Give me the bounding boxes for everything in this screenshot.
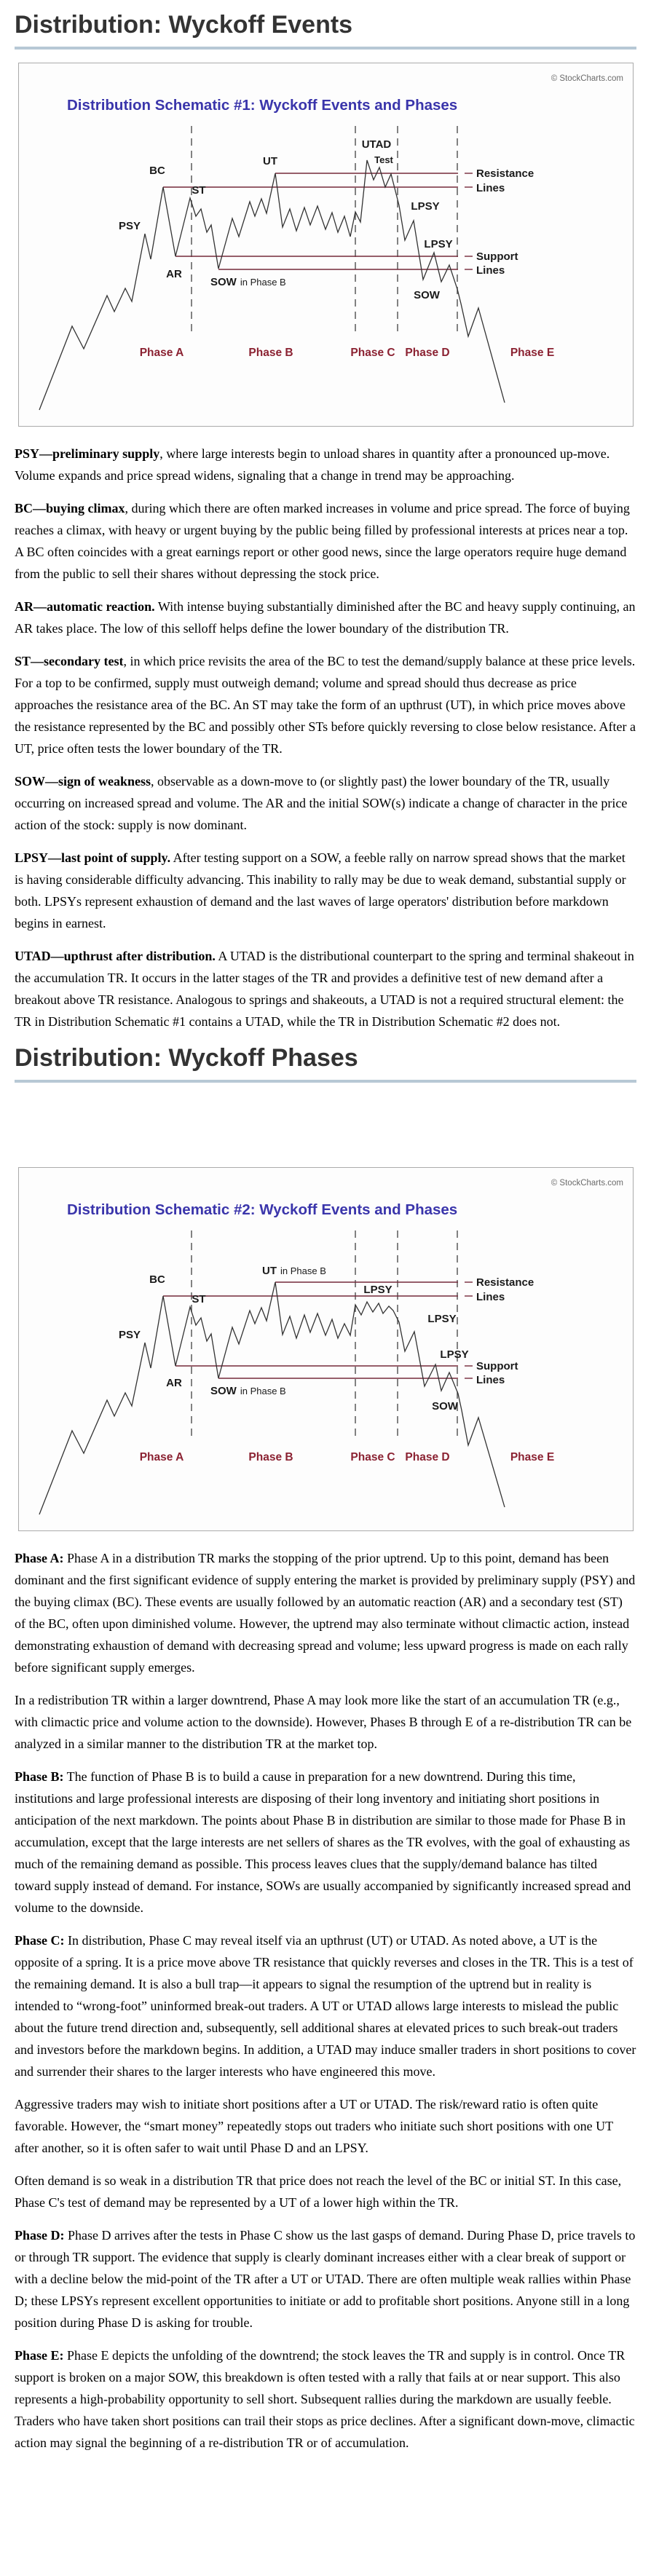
- phases-text-block: [0, 1547, 651, 2454]
- label-sow-in-phase-b: SOW in Phase B: [210, 276, 286, 288]
- label-support: Support: [476, 1360, 518, 1372]
- page-title-phases: Distribution: Wyckoff Phases: [15, 1043, 636, 1083]
- paragraph-phase-b: Phase B: The function of Phase B is to build a cause in preparation for a new downtrend. During this time, institutions and large professional interests are disposing of their long inventory and initiating short positions in anticipation of the next markdown. The points about Phase B in distribution are similar to those made for Phase B in accumulation, except that the large interests are net sellers of shares as the TR evolves, with the goal of exhausting as much of the remaining demand as possible. This process leaves clues that the supply/demand balance has tilted toward supply instead of demand. For instance, SOWs are usually accompanied by significantly increased spread and volume to the downside.: [15, 1769, 631, 1915]
- events-text-block: [0, 443, 651, 1032]
- label-sow: SOW: [432, 1400, 458, 1413]
- label-lpsy-1: LPSY: [363, 1284, 392, 1296]
- schematic-figure-2: [18, 1167, 634, 1531]
- label-phase-c: Phase C: [350, 347, 395, 359]
- label-resistance-lines: Lines: [476, 182, 505, 194]
- label-ar: AR: [166, 1377, 182, 1389]
- label-utad: UTAD: [361, 138, 392, 151]
- label-resistance-lines: Lines: [476, 1291, 505, 1303]
- label-st: ST: [192, 1293, 206, 1305]
- label-bc: BC: [149, 165, 165, 177]
- label-phase-e: Phase E: [510, 347, 555, 359]
- label-ut-in-phase-b: UT in Phase B: [262, 1265, 326, 1277]
- label-phase-c: Phase C: [350, 1451, 395, 1463]
- paragraph-phase-c: Phase C: In distribution, Phase C may reveal itself via an upthrust (UT) or UTAD. As noted above, a UT is the opposite of a spring. It is a price move above TR resistance that quickly reverses and closes in the TR. This is a test of the remaining demand. It is also a bull trap—it appears to signal the resumption of the uptrend but in reality is intended to “wrong-foot” uninformed break-out traders. A UT or UTAD allows large interests to mislead the public about the future trend direction and, subsequently, sell additional shares at elevated prices to such break-out traders and investors before the markdown begins. In addition, a UTAD may induce smaller traders in short positions to cover and surrender their shares to the larger interests who have engineered this move.: [15, 1933, 636, 2079]
- label-phase-e: Phase E: [510, 1451, 555, 1463]
- label-sow-in-phase-b: SOW in Phase B: [210, 1385, 286, 1397]
- label-lpsy-2: LPSY: [427, 1313, 457, 1325]
- label-phase-a: Phase A: [139, 347, 184, 359]
- label-support-lines: Lines: [476, 264, 505, 277]
- label-ut: UT: [263, 155, 277, 167]
- label-phase-a: Phase A: [139, 1451, 184, 1463]
- label-phase-b: Phase B: [248, 1451, 293, 1463]
- label-bc: BC: [149, 1273, 165, 1286]
- label-resistance: Resistance: [476, 1276, 534, 1289]
- paragraph-phase-a: Phase A: Phase A in a distribution TR marks the stopping of the prior uptrend. Up to this point, demand has been dominant and the first significant evidence of supply entering the market is provided by preliminary supply (PSY) and the buying climax (BC). These events are usually followed by an automatic reaction (AR) and a secondary test (ST) of the BC, often upon diminished volume. However, the uptrend may also terminate without climactic action, instead demonstrating exhaustion of demand with decreasing spread and volume; less upward progress is made on each rally before significant supply emerges.: [15, 1551, 636, 1675]
- label-resistance: Resistance: [476, 167, 534, 180]
- label-phase-b: Phase B: [248, 347, 293, 359]
- paragraph-phase-d: Phase D: Phase D arrives after the tests in Phase C show us the last gasps of demand. During Phase D, price travels to or through TR support. The evidence that supply is clearly dominant increases either with a clear break of support or with a decline below the mid-point of the TR after a UT or UTAD. There are often multiple weak rallies within Phase D; these LPSYs represent excellent opportunities to initiate or add to profitable short positions. Anyone still in a long position during Phase D is asking for trouble.: [15, 2228, 636, 2330]
- label-lpsy-upper: LPSY: [411, 200, 440, 213]
- paragraph-ar: AR—automatic reaction. With intense buying substantially diminished after the BC and heavy supply continuing, an AR takes place. The low of this selloff helps define the lower boundary of the distribution TR.: [15, 599, 636, 636]
- paragraph-lpsy: LPSY—last point of supply. After testing support on a SOW, a feeble rally on narrow spread shows that the market is having considerable difficulty advancing. This inability to rally may be due to weak demand, substantial supply or both. LPSYs represent exhaustion of demand and the last waves of large operators' distribution before markdown begins in earnest.: [15, 850, 626, 931]
- label-st: ST: [192, 184, 206, 197]
- schematic-figure-1: [18, 63, 634, 427]
- label-lpsy-3: LPSY: [440, 1348, 469, 1361]
- label-phase-d: Phase D: [405, 1451, 450, 1463]
- label-test: Test: [374, 154, 393, 165]
- paragraph-psy: PSY—preliminary supply, where large interests begin to unload shares in quantity after a pronounced up-move. Volume expands and price spread widens, signaling that a change in trend may be approaching.: [15, 446, 610, 483]
- paragraph-aggressive-traders: Aggressive traders may wish to initiate short positions after a UT or UTAD. The risk/reward ratio is often quite favorable. However, the “smart money” repeatedly stops out traders who initiate such short positions with one UT after another, so it is often safer to wait until Phase D and an LPSY.: [15, 2097, 613, 2155]
- paragraph-phase-e: Phase E: Phase E depicts the unfolding of the downtrend; the stock leaves the TR and supply is in control. Once TR support is broken on a major SOW, this breakdown is often tested with a rally that fails at or near support. This also represents a high-probability opportunity to sell short. Subsequent rallies during the markdown are usually feeble. Traders who have taken short positions can trail their stops as price declines. After a significant down-move, climactic action may signal the beginning of a re-distribution TR or of accumulation.: [15, 2348, 635, 2450]
- label-sow: SOW: [414, 289, 440, 301]
- stockcharts-credit: © StockCharts.com: [551, 1179, 623, 1188]
- label-support: Support: [476, 250, 518, 263]
- label-support-lines: Lines: [476, 1374, 505, 1386]
- schematic-title: Distribution Schematic #1: Wyckoff Events and Phases: [67, 97, 458, 114]
- label-ar: AR: [166, 268, 182, 280]
- label-psy: PSY: [118, 220, 141, 232]
- schematic-title: Distribution Schematic #2: Wyckoff Events and Phases: [67, 1201, 458, 1218]
- paragraph-weak-demand: Often demand is so weak in a distribution TR that price does not reach the level of the BC or initial ST. In this case, Phase C's test of demand may be represented by a UT of a lower high within the TR.: [15, 2173, 622, 2210]
- label-phase-d: Phase D: [405, 347, 450, 359]
- paragraph-utad: UTAD—upthrust after distribution. A UTAD is the distributional counterpart to the spring and terminal shakeout in the accumulation TR. It occurs in the latter stages of the TR and provides a definitive test of new demand after a breakout above TR resistance. Analogous to springs and shakeouts, a UTAD is not a required structural element: the TR in Distribution Schematic #1 contains a UTAD, while the TR in Distribution Schematic #2 does not.: [15, 949, 634, 1029]
- label-psy: PSY: [118, 1329, 141, 1341]
- paragraph-redistribution: In a redistribution TR within a larger downtrend, Phase A may look more like the start of an accumulation TR (e.g., with climactic price and volume action to the downside). However, Phases B through E of a re-distribution TR can be analyzed in a similar manner to the distribution TR at the market top.: [15, 1693, 632, 1751]
- label-lpsy-lower: LPSY: [424, 238, 453, 250]
- stockcharts-credit: © StockCharts.com: [551, 74, 623, 83]
- paragraph-st: ST—secondary test, in which price revisits the area of the BC to test the demand/supply balance at these price levels. For a top to be confirmed, supply must outweigh demand; volume and spread should thus decrease as price approaches the resistance area of the BC. An ST may take the form of an upthrust (UT), in which price moves above the resistance represented by the BC and possibly other STs before quickly reversing to close below resistance. After a UT, price often tests the lower boundary of the TR.: [15, 654, 636, 756]
- paragraph-sow: SOW—sign of weakness, observable as a down-move to (or slightly past) the lower boundary of the TR, usually occurring on increased spread and volume. The AR and the initial SOW(s) indicate a change of character in the price action of the stock: supply is now dominant.: [15, 774, 628, 832]
- page-title-events: Distribution: Wyckoff Events: [15, 10, 636, 50]
- paragraph-bc: BC—buying climax, during which there are often marked increases in volume and price spread. The force of buying reaches a climax, with heavy or urgent buying by the public being filled by professional interests at prices near a top. A BC often coincides with a great earnings report or other good news, since the large operators require huge demand from the public to sell their shares without depressing the stock price.: [15, 501, 630, 581]
